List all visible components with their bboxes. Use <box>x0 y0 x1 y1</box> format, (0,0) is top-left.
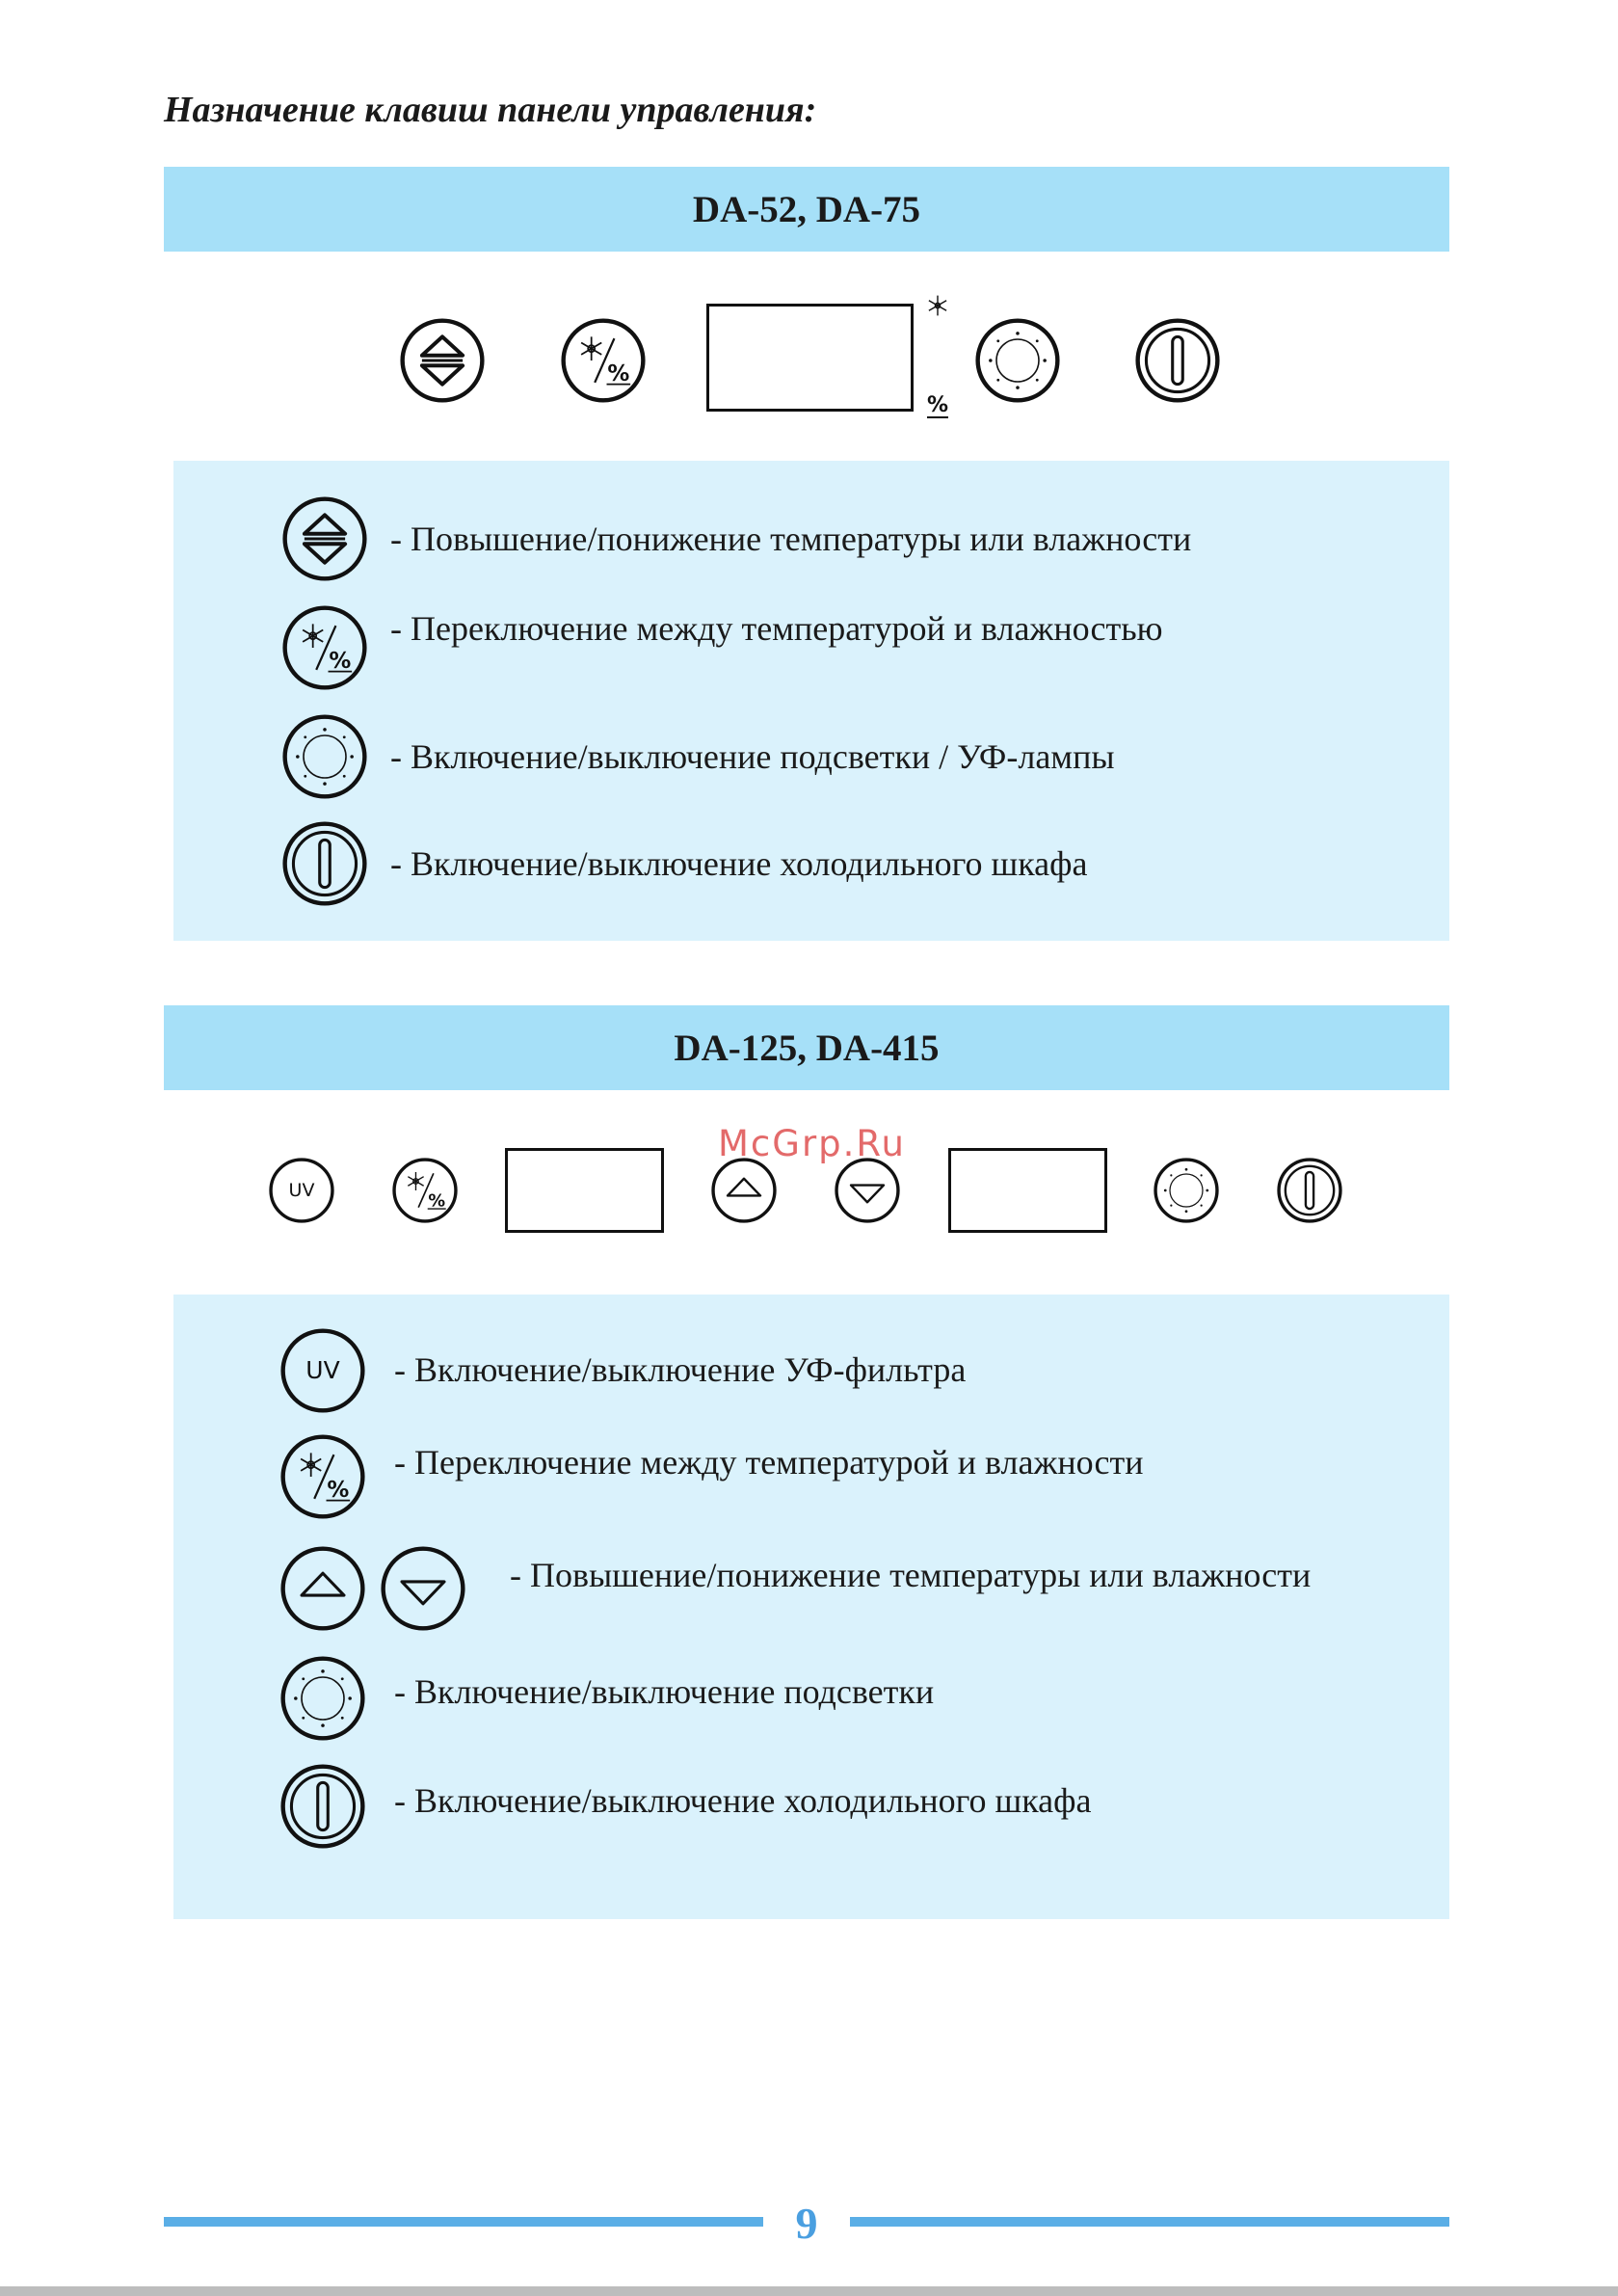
section2-title-band <box>164 1005 1449 1090</box>
page-number: 9 <box>795 2199 818 2248</box>
legend-text: - Включение/выключение подсветки <box>394 1672 935 1711</box>
legend-row <box>280 1434 1144 1519</box>
page-heading: Назначение клавиш панели управления: <box>164 90 817 130</box>
updown-button[interactable] <box>400 318 485 403</box>
legend-row <box>282 821 1087 906</box>
uv-label: UV <box>288 1180 315 1201</box>
power-button[interactable] <box>1135 318 1220 403</box>
legend-row <box>282 496 1191 581</box>
section2-title: DA-125, DA-415 <box>674 1027 940 1069</box>
down-icon <box>381 1546 465 1631</box>
section1-legend <box>173 461 1449 941</box>
footer-line-right <box>850 2217 1449 2227</box>
temp-humidity-button[interactable] <box>561 318 646 403</box>
light-icon <box>1154 1158 1219 1223</box>
up-button[interactable] <box>711 1158 777 1223</box>
power-icon <box>282 821 367 906</box>
left-display <box>505 1148 664 1233</box>
section1-title-band <box>164 167 1449 252</box>
legend-row <box>280 1546 1311 1631</box>
uv-button[interactable] <box>269 1158 334 1223</box>
up-icon <box>711 1158 777 1223</box>
watermark: McGrp.Ru <box>718 1123 906 1164</box>
temp-humidity-button[interactable] <box>392 1158 458 1223</box>
page-bottom-edge <box>0 2286 1618 2296</box>
temp-humidity-icon <box>392 1158 458 1223</box>
light-icon <box>280 1656 365 1741</box>
panel-display <box>706 304 914 412</box>
section2-legend <box>173 1295 1449 1919</box>
legend-row <box>280 1328 966 1413</box>
power-icon <box>1277 1158 1342 1223</box>
uv-icon <box>280 1328 365 1413</box>
legend-text: - Включение/выключение холодильного шкафа <box>394 1781 1092 1820</box>
updown-icon <box>282 496 367 581</box>
down-button[interactable] <box>835 1158 900 1223</box>
section1-title: DA-52, DA-75 <box>692 188 921 230</box>
light-icon <box>282 714 367 799</box>
power-icon <box>1135 318 1220 403</box>
legend-row <box>280 1656 934 1741</box>
power-button[interactable] <box>1277 1158 1342 1223</box>
legend-row <box>282 714 1115 799</box>
legend-text: - Переключение между температурой и влажности <box>394 1443 1144 1482</box>
legend-text: - Переключение между температурой и влажностью <box>390 609 1163 648</box>
light-icon <box>975 318 1060 403</box>
down-icon <box>835 1158 900 1223</box>
legend-row <box>282 605 1163 690</box>
legend-row <box>280 1764 1091 1849</box>
footer-line-left <box>164 2217 763 2227</box>
legend-text: - Повышение/понижение температуры или влажности <box>510 1556 1312 1594</box>
up-icon <box>280 1546 365 1631</box>
temp-humidity-icon <box>282 605 367 690</box>
legend-text: - Включение/выключение подсветки / УФ-лампы <box>390 737 1115 776</box>
light-button[interactable] <box>1154 1158 1219 1223</box>
legend-text: - Включение/выключение УФ-фильтра <box>394 1350 967 1389</box>
uv-label: UV <box>305 1356 340 1384</box>
legend-text: - Повышение/понижение температуры или влажности <box>390 520 1192 558</box>
right-display <box>948 1148 1107 1233</box>
updown-icon <box>400 318 485 403</box>
snowflake-icon <box>925 293 950 318</box>
temperature-indicator <box>925 293 950 318</box>
legend-text: - Включение/выключение холодильного шкафа <box>390 844 1088 883</box>
temp-humidity-icon <box>280 1434 365 1519</box>
light-button[interactable] <box>975 318 1060 403</box>
humidity-indicator: % <box>927 393 949 417</box>
power-icon <box>280 1764 365 1849</box>
temp-humidity-icon <box>561 318 646 403</box>
